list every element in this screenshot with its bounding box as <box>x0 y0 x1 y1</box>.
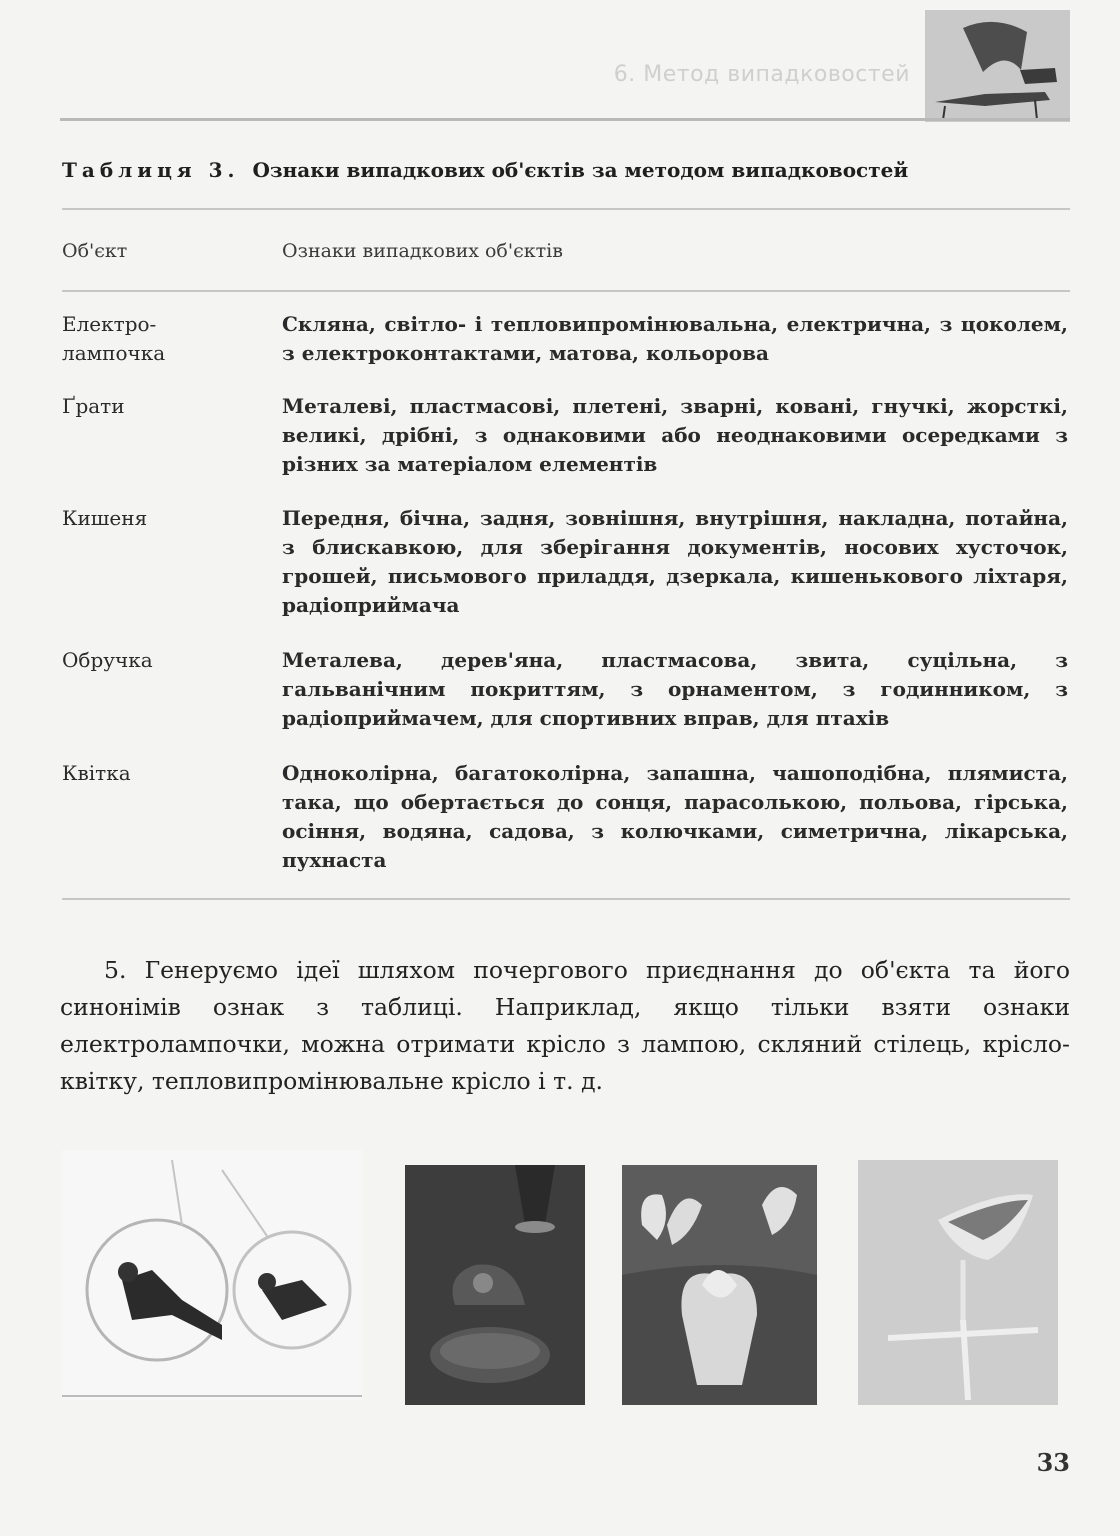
table-top-rule <box>62 208 1070 210</box>
table-caption-title: Ознаки випадкових об'єктів за методом випадковостей <box>252 158 909 182</box>
flower-chairs-photo <box>622 1165 817 1405</box>
table-row-attributes: Металеві, пластмасові, плетені, зварні, ковані, гнучкі, жорсткі, великі, дрібні, з однаковими або неоднаковими осередками з різних за матеріалом елементів <box>282 394 1068 476</box>
table-row-attributes: Металева, дерев'яна, пластмасова, звита, суцільна, з гальванічним покриттям, з орнаментом, з годинником, з радіоприймачем, для спортивних вправ, для птахів <box>282 648 1068 730</box>
flying-machine-photo <box>925 10 1070 122</box>
table-caption-label: Таблиця 3. <box>62 158 240 182</box>
table-header-rule <box>62 290 1070 292</box>
body-paragraph: 5. Генеруємо ідеї шляхом почергового приєднання до об'єкта та його синонімів ознак з таблиці. Наприклад, якщо тільки взяти ознаки електролампочки, можна отримати крісло з лампою, скляний стілець, крісло-квітку, тепловипромінювальне крісло і т. д. <box>60 956 1070 1095</box>
table-row-object: Кишеня <box>62 506 148 530</box>
running-head: 6. Метод випадковостей <box>613 62 910 87</box>
column-header-attributes: Ознаки випадкових об'єктів <box>282 240 563 262</box>
lamp-chair-photo <box>405 1165 585 1405</box>
page-number: 33 <box>1036 1448 1070 1477</box>
table-row-attributes: Одноколірна, багатоколірна, запашна, чашоподібна, плямиста, така, що обертається до сонця, парасолькою, польова, гірська, осіння, водяна, садова, з колючками, симетрична, лікарська, пухнаста <box>282 761 1068 872</box>
header-rule <box>60 118 1070 121</box>
table-caption <box>62 158 1062 182</box>
table-row-object: Обручка <box>62 648 153 672</box>
bubble-chairs-photo <box>62 1150 362 1400</box>
flower-lamp-chair-photo <box>858 1160 1058 1405</box>
table-row-attributes: Передня, бічна, задня, зовнішня, внутрішня, накладна, потайна, з блискавкою, для зберігання документів, носових хусточок, грошей, письмового приладдя, дзеркала, кишенькового ліхтаря, радіоприймача <box>282 506 1068 617</box>
table-row-object: Квітка <box>62 761 131 785</box>
table-row-attributes: Скляна, світло- і тепловипромінювальна, електрична, з цоколем, з електроконтактами, матова, кольорова <box>282 312 1068 365</box>
table-row-object: Ґрати <box>62 394 125 418</box>
table-bottom-rule <box>62 898 1070 900</box>
column-header-object: Об'єкт <box>62 240 128 262</box>
table-row-object: Електро- лампочка <box>62 312 166 365</box>
